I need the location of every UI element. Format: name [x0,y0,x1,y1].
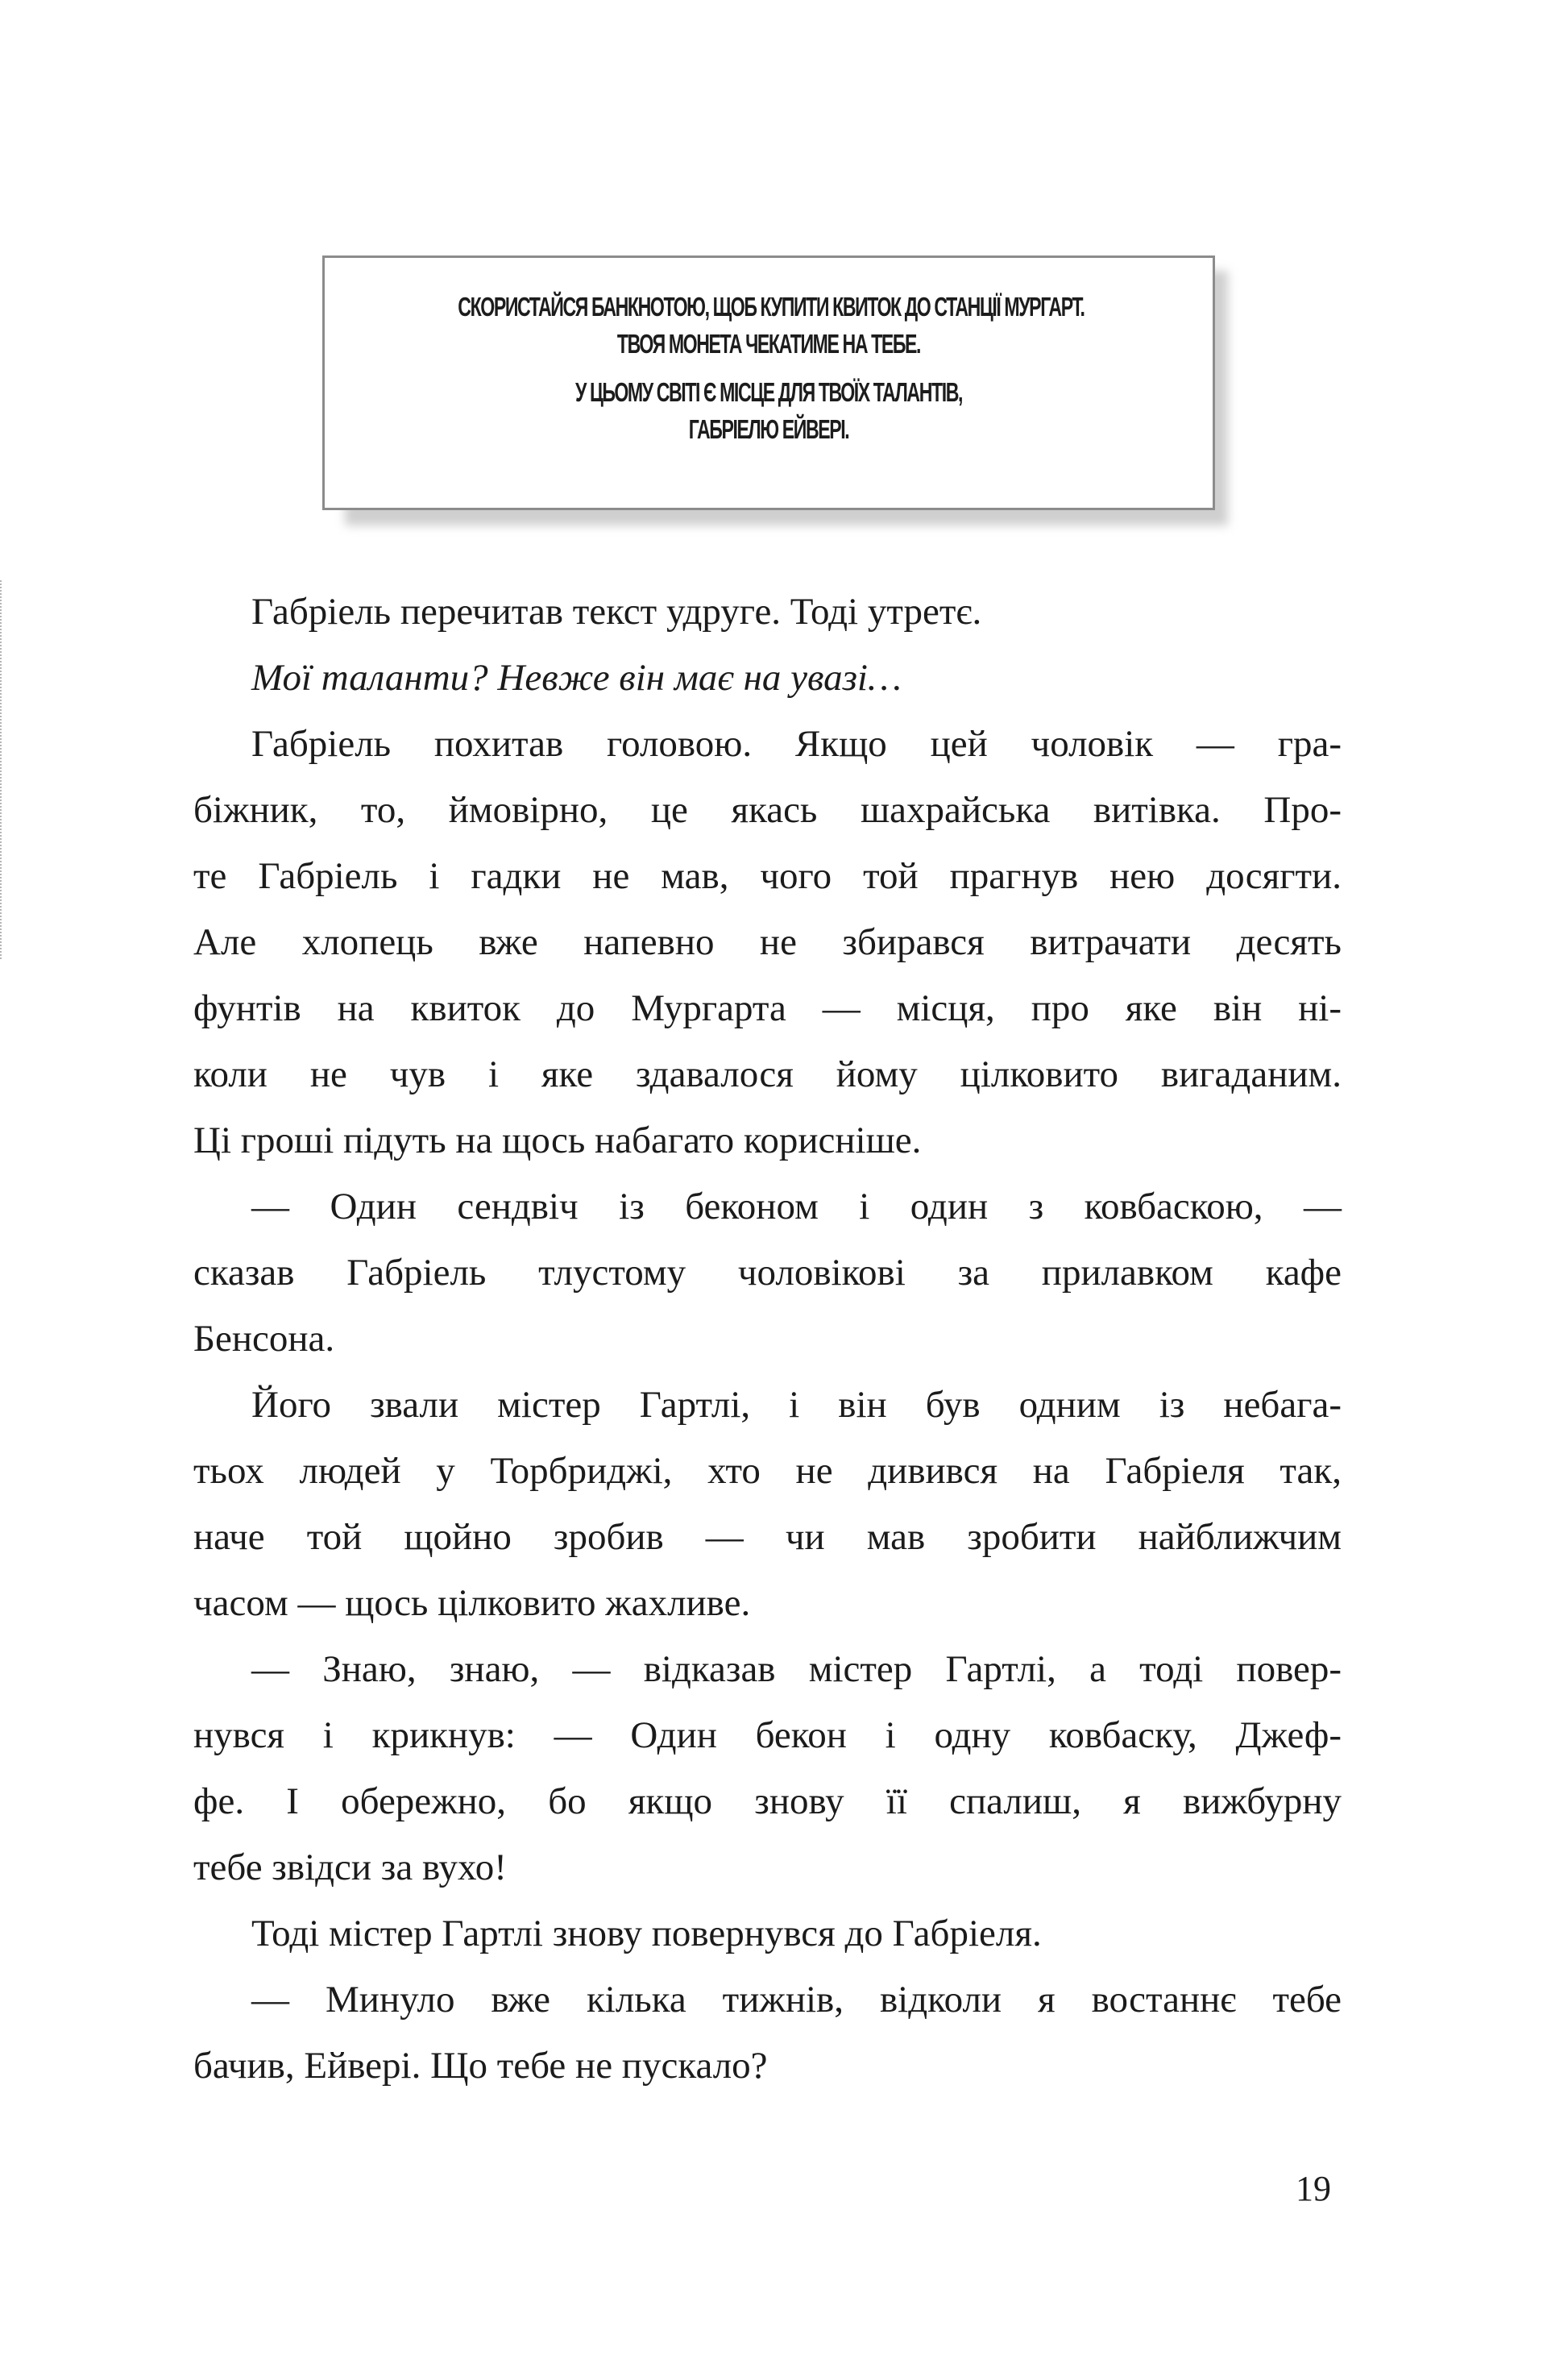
note-line: У ЦЬОМУ СВІТІ Є МІСЦЕ ДЛЯ ТВОЇХ ТАЛАНТІВ, [574,377,963,407]
body-text [193,579,1342,2099]
note-card [322,255,1215,510]
text-line: — Один сендвіч із беконом і один з ковбаскою, — [251,1186,1342,1227]
text-line: сказав Габріель тлустому чоловікові за прилавком кафе [193,1252,1342,1294]
page-edge-mark [0,580,5,959]
text-line: коли не чув і яке здавалося йому цілковито вигаданим. [193,1053,1342,1095]
text-line: біжник, то, ймовірно, це якась шахрайська витівка. Про- [193,789,1342,831]
note-line: ТВОЯ МОНЕТА ЧЕКАТИМЕ НА ТЕБЕ. [616,329,921,359]
text-line: Габріель перечитав текст удруге. Тоді утретє. [251,591,982,633]
text-line: те Габріель і гадки не мав, чого той прагнув нею досягти. [193,855,1342,897]
note-line: ГАБРІЕЛЮ ЕЙВЕРІ. [688,414,849,444]
text-line: — Знаю, знаю, — відказав містер Гартлі, а тоді повер- [251,1648,1342,1690]
text-line: Його звали містер Гартлі, і він був одним із небага- [251,1384,1342,1426]
note-line: СКОРИСТАЙСЯ БАНКНОТОЮ, ЩОБ КУПИТИ КВИТОК ДО СТАНЦІЇ МУРГАРТ. [458,292,1085,322]
text-line: фе. І обережно, бо якщо знову її спалиш, я вижбурну [193,1780,1342,1822]
page-number: 19 [1296,2169,1331,2208]
text-line: Але хлопець вже напевно не збирався витрачати десять [193,921,1342,963]
text-line: Бенсона. [193,1318,335,1360]
text-line: наче той щойно зробив — чи мав зробити найближчим [193,1516,1342,1558]
text-line: часом — щось цілковито жахливе. [193,1582,751,1624]
text-line: — Минуло вже кілька тижнів, відколи я востаннє тебе [251,1979,1342,2021]
text-line: нувся і крикнув: — Один бекон і одну ковбаску, Джеф- [193,1714,1342,1756]
text-line: тебе звідси за вухо! [193,1846,507,1888]
text-line: Мої таланти? Невже він має на увазі… [251,657,902,699]
text-line: тьох людей у Торбриджі, хто не дивився на Габріеля так, [193,1450,1342,1492]
text-line: Ці гроші підуть на щось набагато корисніше. [193,1119,922,1161]
text-line: бачив, Ейвері. Що тебе не пускало? [193,2045,768,2087]
text-line: фунтів на квиток до Мургарта — місця, про яке він ні- [193,987,1342,1029]
text-line: Габріель похитав головою. Якщо цей чоловік — гра- [251,723,1342,765]
text-line: Тоді містер Гартлі знову повернувся до Габріеля. [251,1913,1042,1954]
